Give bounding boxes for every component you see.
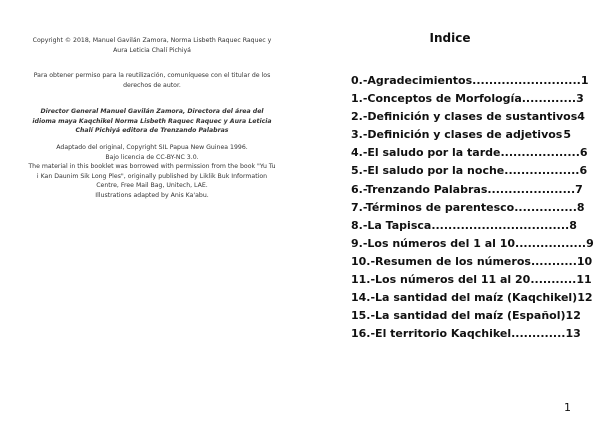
- toc-entry: [351, 72, 589, 90]
- toc-entry-page: 12: [565, 309, 581, 323]
- copyright-notice: Copyright © 2018, Manuel Gavilán Zamora, Norma Lisbeth Raquec Raquec y Aura Leticia Chalí Pichiyá: [32, 37, 272, 54]
- adapted-line-4: Illustrations adapted by Anis Ka'abu.: [95, 192, 209, 199]
- toc-entry-page: 9: [586, 236, 594, 250]
- adapted-line-1: Adaptado del original, Copyright SIL Papua New Guinea 1996.: [56, 144, 248, 151]
- toc-entry-title: 16.-El territorio Kaqchikel: [351, 327, 512, 341]
- toc-entry-leader: .....................: [487, 182, 576, 196]
- toc-entry: [351, 271, 592, 289]
- toc-entry-leader: .................................: [431, 218, 570, 232]
- toc-entry-title: 9.-Los números del 1 al 10: [351, 236, 516, 250]
- adapted-line-3: The material in this booklet was borrowed with permission from the book "Yu Tu i Kan Daunim Sik Long Ples", originally published by Liklik Buk Information Centre, Free Mail Bag, Unitech, LAE.: [28, 163, 276, 190]
- toc-entry-leader: ...........: [530, 254, 577, 268]
- toc-entry-page: 7: [575, 182, 583, 196]
- right-page: [300, 0, 600, 425]
- toc-entry: [351, 289, 593, 307]
- toc-entry-title: 15.-La santidad del maíz (Español): [351, 309, 566, 323]
- toc-entry-title: 1.-Conceptos de Morfología: [351, 92, 522, 106]
- toc-entry: [351, 235, 594, 253]
- toc-entry-title: 3.-Definición y clases de adjetivos: [351, 128, 563, 142]
- table-of-contents: [351, 72, 594, 343]
- adapted-line-2: Bajo licencia de CC-BY-NC 3.0.: [105, 153, 199, 161]
- toc-entry: [351, 126, 571, 144]
- toc-entry-page: 4: [577, 110, 585, 124]
- toc-entry-title: 7.-Términos de parentesco: [351, 200, 515, 214]
- toc-entry-page: 12: [577, 291, 593, 305]
- toc-entry-leader: .................: [515, 236, 587, 250]
- toc-entry-page: 6: [579, 146, 588, 160]
- toc-entry-page: 8: [569, 218, 577, 232]
- toc-entry-page: 10: [576, 254, 593, 268]
- toc-entry-title: 0.-Agradecimientos: [351, 74, 473, 87]
- toc-entry: [351, 199, 585, 217]
- toc-entry: [351, 217, 577, 235]
- toc-entry: [351, 162, 588, 180]
- permission-notice: Para obtener permiso para la reutilización, comuníquese con el titular de los derechos de autor.: [33, 72, 271, 89]
- toc-entry-page: 5: [563, 128, 571, 142]
- toc-entry: [351, 325, 581, 343]
- index-title: Indice: [429, 31, 471, 45]
- toc-entry-page: 11: [576, 273, 592, 287]
- toc-entry-page: 6: [579, 164, 588, 178]
- toc-entry-page: 13: [565, 327, 581, 341]
- toc-entry-leader: ...............: [514, 200, 577, 214]
- toc-entry-title: 10.-Resumen de los números: [351, 254, 531, 268]
- toc-entry: [351, 181, 583, 199]
- toc-entry: [351, 90, 584, 108]
- toc-entry: [351, 144, 588, 162]
- toc-entry: [351, 108, 585, 126]
- toc-entry-title: 2.-Definición y clases de sustantivos: [351, 110, 578, 124]
- toc-entry-leader: ...................: [500, 146, 580, 160]
- toc-entry-title: 8.-La Tapisca: [351, 218, 432, 232]
- toc-entry-leader: ..................: [504, 164, 580, 178]
- toc-entry-page: 1: [580, 74, 589, 87]
- toc-entry-page: 8: [576, 200, 585, 214]
- toc-entry: [351, 253, 593, 271]
- toc-entry-title: 5.-El saludo por la noche: [351, 164, 505, 178]
- toc-entry-leader: .............: [521, 92, 577, 106]
- page-number: 1: [564, 401, 571, 414]
- toc-entry-title: 11.-Los números del 11 al 20: [351, 273, 531, 287]
- toc-entry-leader: ...........: [530, 273, 577, 287]
- toc-entry-title: 4.-El saludo por la tarde: [351, 146, 501, 160]
- toc-entry-title: 6.-Trenzando Palabras: [351, 182, 488, 196]
- toc-entry-leader: .............: [511, 327, 566, 341]
- credits: Director General Manuel Gavilán Zamora, Directora del área del idioma maya Kaqchikel Norma Lisbeth Raquec Raquec y Aura Leticia Chalí Pichiyá editora de Trenzando Palabras: [32, 108, 272, 135]
- toc-entry-page: 3: [576, 92, 584, 106]
- toc-entry-title: 14.-La santidad del maíz (Kaqchikel): [351, 291, 578, 305]
- toc-entry-leader: ..........................: [472, 74, 581, 87]
- toc-entry: [351, 307, 581, 325]
